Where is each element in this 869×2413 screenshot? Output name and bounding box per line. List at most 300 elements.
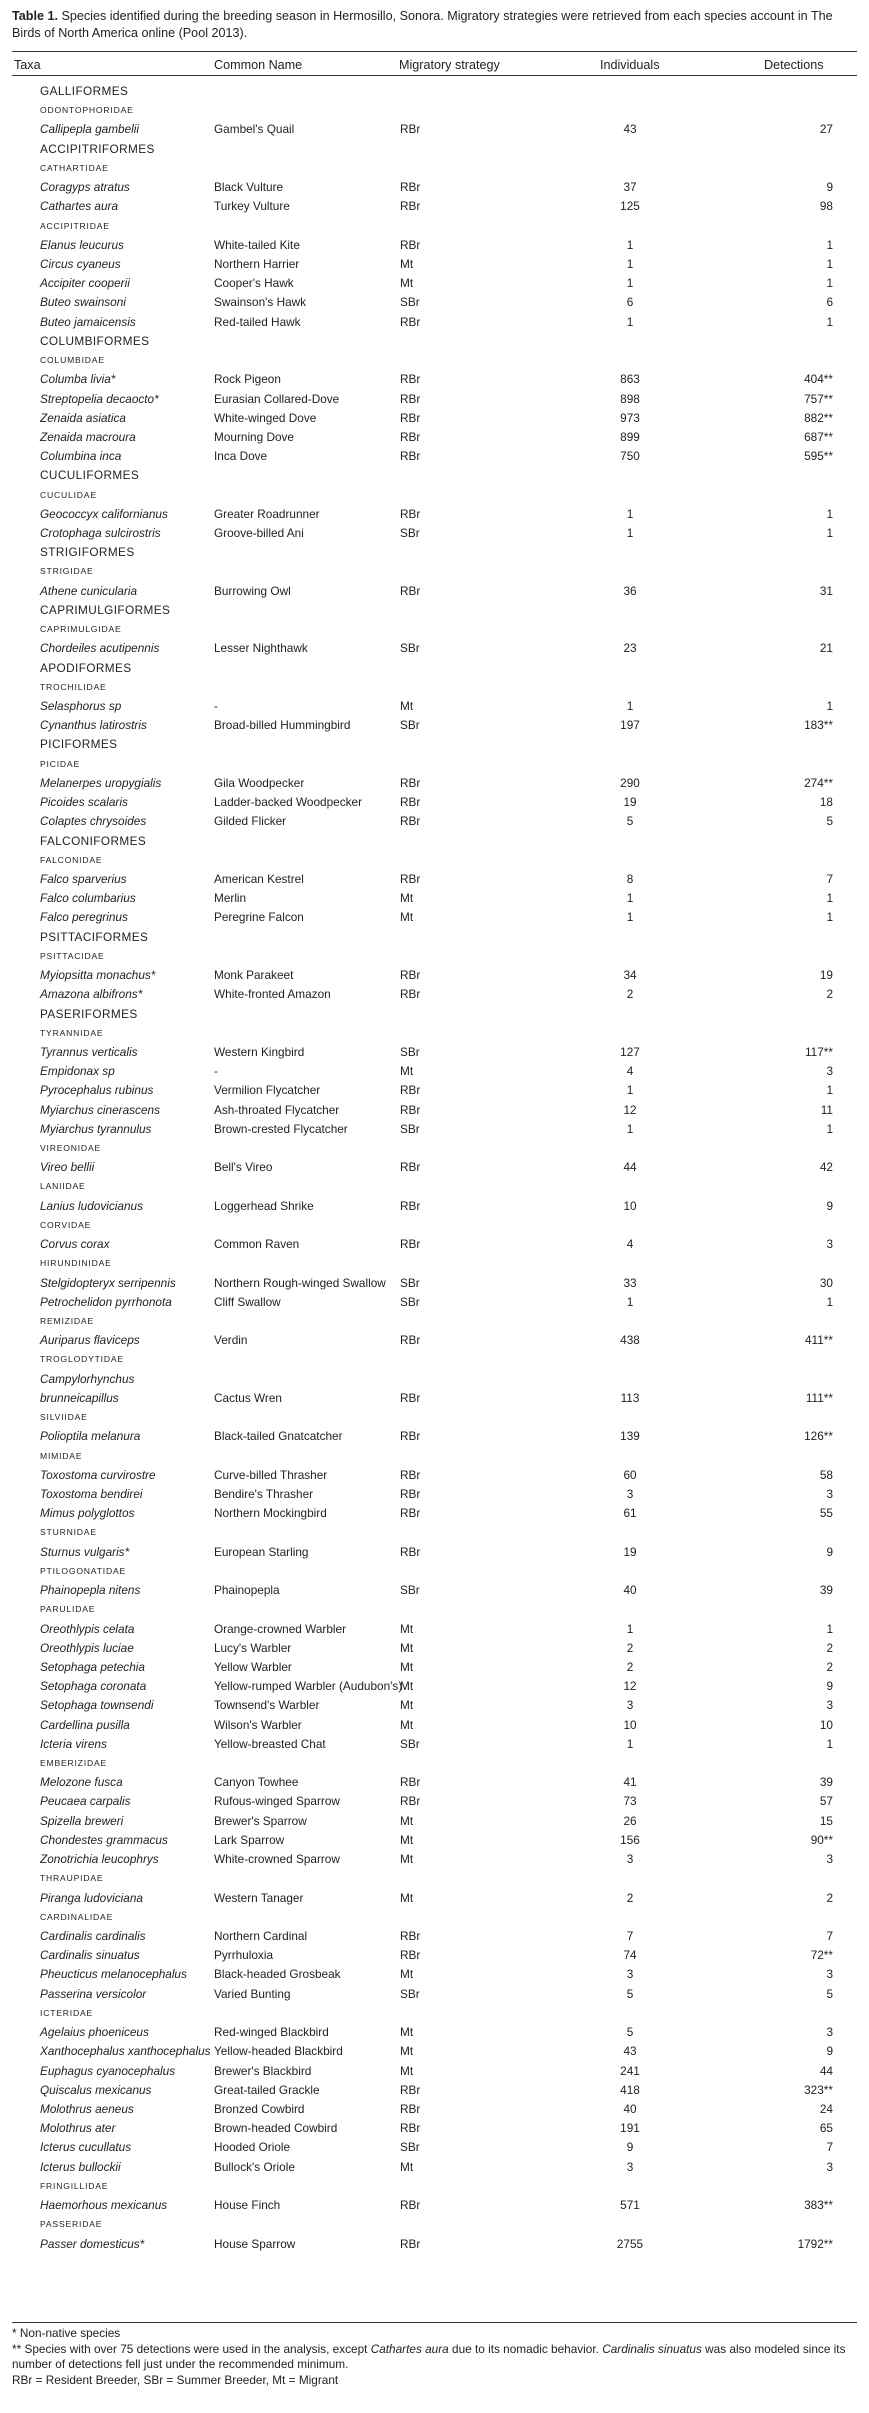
migratory-strategy-cell: Mt xyxy=(400,1717,414,1732)
taxa-cell: brunneicapillus xyxy=(40,1390,119,1405)
common-name-cell: Swainson's Hawk xyxy=(214,295,307,310)
detections-cell: 24 xyxy=(819,2101,833,2116)
migratory-strategy-cell: Mt xyxy=(400,1890,414,1905)
taxa-cell: PSITTACIDAE xyxy=(40,950,105,961)
detections-cell: 98 xyxy=(819,199,833,214)
individuals-cell: 3 xyxy=(626,1967,634,1982)
species-row xyxy=(0,2194,869,2213)
taxa-cell: Stelgidopteryx serripennis xyxy=(40,1275,176,1290)
detections-cell: 44 xyxy=(819,2063,833,2078)
taxa-cell: Spizella breweri xyxy=(40,1813,124,1828)
detections-cell: 117** xyxy=(805,1044,833,1059)
order-row xyxy=(0,830,869,849)
taxa-cell: Streptopelia decaocto* xyxy=(40,391,159,406)
individuals-cell: 1 xyxy=(626,1083,634,1098)
taxa-cell: Corvus corax xyxy=(40,1237,110,1252)
migratory-strategy-cell: RBr xyxy=(400,795,421,810)
species-row xyxy=(0,1810,869,1829)
species-row xyxy=(0,1060,869,1079)
individuals-cell: 2 xyxy=(626,1659,634,1674)
common-name-cell: Gambel's Quail xyxy=(214,122,295,137)
detections-cell: 1 xyxy=(826,1736,833,1751)
individuals-cell: 36 xyxy=(623,583,637,598)
common-name-cell: Ladder-backed Woodpecker xyxy=(214,795,362,810)
individuals-cell: 2755 xyxy=(616,2236,644,2251)
individuals-cell: 1 xyxy=(626,1621,634,1636)
migratory-strategy-cell: SBr xyxy=(400,641,420,656)
order-row xyxy=(0,599,869,618)
individuals-cell: 750 xyxy=(620,449,640,464)
individuals-cell: 241 xyxy=(620,2063,640,2078)
migratory-strategy-cell: RBr xyxy=(400,449,421,464)
migratory-strategy-cell: RBr xyxy=(400,180,421,195)
family-row xyxy=(0,157,869,176)
common-name-cell: Inca Dove xyxy=(214,449,268,464)
taxa-cell: Myiarchus tyrannulus xyxy=(40,1121,152,1136)
detections-cell: 274** xyxy=(804,775,833,790)
taxa-cell: Vireo bellii xyxy=(40,1160,95,1175)
species-row xyxy=(0,1118,869,1137)
migratory-strategy-cell: RBr xyxy=(400,199,421,214)
migratory-strategy-cell: Mt xyxy=(400,1640,414,1655)
detections-cell: 9 xyxy=(826,1679,833,1694)
taxa-cell: Chondestes grammacus xyxy=(40,1832,168,1847)
order-row xyxy=(0,1003,869,1022)
common-name-cell: Brown-crested Flycatcher xyxy=(214,1121,348,1136)
common-name-cell: Gilded Flicker xyxy=(214,814,287,829)
taxa-cell: COLUMBIFORMES xyxy=(40,333,150,348)
common-name-cell: Monk Parakeet xyxy=(214,968,294,983)
detections-cell: 1 xyxy=(826,276,833,291)
detections-cell: 595** xyxy=(804,449,833,464)
common-name-cell: Yellow-breasted Chat xyxy=(214,1736,326,1751)
species-row xyxy=(0,118,869,137)
common-name-cell: Brewer's Sparrow xyxy=(214,1813,307,1828)
detections-cell: 90** xyxy=(810,1832,833,1847)
family-row xyxy=(0,618,869,637)
family-row xyxy=(0,1137,869,1156)
taxa-cell: FALCONIFORMES xyxy=(40,833,147,848)
migratory-strategy-cell: RBr xyxy=(400,1083,421,1098)
species-row xyxy=(0,1156,869,1175)
species-row xyxy=(0,1637,869,1656)
taxa-cell: Crotophaga sulcirostris xyxy=(40,526,161,541)
order-row xyxy=(0,138,869,157)
detections-cell: 1 xyxy=(826,506,833,521)
detections-cell: 31 xyxy=(819,583,833,598)
individuals-cell: 5 xyxy=(626,814,634,829)
taxa-cell: Picoides scalaris xyxy=(40,795,128,810)
species-row xyxy=(0,291,869,310)
species-row xyxy=(0,1368,869,1387)
species-row xyxy=(0,1329,869,1348)
detections-cell: 9 xyxy=(826,1544,833,1559)
individuals-cell: 3 xyxy=(626,1698,634,1713)
species-row xyxy=(0,868,869,887)
common-name-cell: Lesser Nighthawk xyxy=(214,641,308,656)
taxa-cell: THRAUPIDAE xyxy=(40,1873,104,1884)
common-name-cell: Brewer's Blackbird xyxy=(214,2063,312,2078)
migratory-strategy-cell: RBr xyxy=(400,410,421,425)
species-row xyxy=(0,2117,869,2136)
header-common-name: Common Name xyxy=(214,58,303,72)
migratory-strategy-cell: RBr xyxy=(400,1429,421,1444)
taxa-cell: FRINGILLIDAE xyxy=(40,2180,109,2191)
individuals-cell: 863 xyxy=(620,372,640,387)
individuals-cell: 12 xyxy=(623,1679,637,1694)
migratory-strategy-cell: RBr xyxy=(400,871,421,886)
common-name-cell: Orange-crowned Warbler xyxy=(214,1621,347,1636)
detections-cell: 3 xyxy=(826,2025,833,2040)
detections-cell: 21 xyxy=(819,641,833,656)
migratory-strategy-cell: Mt xyxy=(400,1621,414,1636)
species-row xyxy=(0,1579,869,1598)
taxa-cell: TYRANNIDAE xyxy=(40,1027,104,1038)
footnote-detections: ** Species with over 75 detections were used in the analysis, except Cathartes aura due to its nomadic behavior. Cardinalis sinuatus was also modeled since its number of detections fell just under the recommended minimum. xyxy=(12,2341,846,2371)
migratory-strategy-cell: Mt xyxy=(400,699,414,713)
taxa-cell: EMBERIZIDAE xyxy=(40,1758,108,1769)
species-row xyxy=(0,1983,869,2002)
migratory-strategy-cell: RBr xyxy=(400,1948,421,1963)
migratory-strategy-cell: RBr xyxy=(400,1198,421,1213)
detections-cell: 1 xyxy=(826,1121,833,1136)
taxa-cell: Colaptes chrysoides xyxy=(40,814,147,829)
taxa-cell: Tyrannus verticalis xyxy=(40,1044,138,1059)
individuals-cell: 1 xyxy=(626,699,634,713)
taxa-cell: CUCULIFORMES xyxy=(40,468,140,483)
migratory-strategy-cell: Mt xyxy=(400,1813,414,1828)
taxa-cell: Zenaida asiatica xyxy=(40,410,126,425)
individuals-cell: 12 xyxy=(623,1102,637,1117)
migratory-strategy-cell: RBr xyxy=(400,1237,421,1252)
individuals-cell: 3 xyxy=(626,2159,634,2174)
taxa-cell: Passerina versicolor xyxy=(40,1986,147,2001)
footnote-non-native: * Non-native species xyxy=(12,2326,121,2340)
common-name-cell: Townsend's Warbler xyxy=(214,1698,320,1713)
taxa-cell: PICIFORMES xyxy=(40,737,118,752)
individuals-cell: 73 xyxy=(623,1794,637,1809)
taxa-cell: Campylorhynchus xyxy=(40,1371,135,1386)
individuals-cell: 3 xyxy=(626,1486,634,1501)
detections-cell: 3 xyxy=(826,1064,833,1079)
detections-cell: 1 xyxy=(826,1621,833,1636)
taxa-cell: Cardellina pusilla xyxy=(40,1717,130,1732)
order-row xyxy=(0,733,869,752)
common-name-cell: Black-tailed Gnatcatcher xyxy=(214,1429,343,1444)
family-row xyxy=(0,1867,869,1886)
species-row xyxy=(0,1848,869,1867)
taxa-cell: Oreothlypis luciae xyxy=(40,1640,134,1655)
individuals-cell: 1 xyxy=(626,237,634,252)
migratory-strategy-cell: RBr xyxy=(400,314,421,329)
species-row xyxy=(0,368,869,387)
detections-cell: 1 xyxy=(826,1083,833,1098)
taxa-cell: VIREONIDAE xyxy=(40,1143,102,1154)
common-name-cell: White-winged Dove xyxy=(214,410,317,425)
detections-cell: 3 xyxy=(826,1852,833,1867)
caption-text: Species identified during the breeding season in Hermosillo, Sonora. Migratory strategies were retrieved from each species account in The Birds of North America online (Pool 2013). xyxy=(12,9,833,40)
taxa-cell: Piranga ludoviciana xyxy=(40,1890,143,1905)
species-row xyxy=(0,1963,869,1982)
common-name-cell: Great-tailed Grackle xyxy=(214,2082,320,2097)
family-row xyxy=(0,1348,869,1367)
detections-cell: 58 xyxy=(819,1467,833,1482)
migratory-strategy-cell: RBr xyxy=(400,1160,421,1175)
species-row xyxy=(0,1541,869,1560)
migratory-strategy-cell: Mt xyxy=(400,2063,414,2078)
individuals-cell: 33 xyxy=(623,1275,637,1290)
species-row xyxy=(0,1887,869,1906)
species-row xyxy=(0,1675,869,1694)
migratory-strategy-cell: SBr xyxy=(400,1736,420,1751)
species-row xyxy=(0,1790,869,1809)
taxa-cell: Zenaida macroura xyxy=(40,429,136,444)
common-name-cell: Eurasian Collared-Dove xyxy=(214,391,340,406)
header-migratory-strategy: Migratory strategy xyxy=(399,58,500,72)
taxa-cell: Toxostoma curvirostre xyxy=(40,1467,156,1482)
common-name-cell: Bronzed Cowbird xyxy=(214,2101,305,2116)
individuals-cell: 43 xyxy=(623,122,637,137)
taxa-cell: Columbina inca xyxy=(40,449,122,464)
common-name-cell: Yellow-rumped Warbler (Audubon's) xyxy=(214,1679,403,1694)
taxa-cell: Pheucticus melanocephalus xyxy=(40,1967,187,1982)
common-name-cell: Red-tailed Hawk xyxy=(214,314,301,329)
family-row xyxy=(0,849,869,868)
taxa-cell: Zonotrichia leucophrys xyxy=(40,1852,159,1867)
species-row xyxy=(0,176,869,195)
detections-cell: 10 xyxy=(819,1717,833,1732)
table-top-rule xyxy=(12,51,857,52)
taxa-cell: Cardinalis sinuatus xyxy=(40,1948,140,1963)
common-name-cell: Cliff Swallow xyxy=(214,1294,281,1309)
species-row xyxy=(0,2021,869,2040)
table-footnotes xyxy=(12,2326,857,2388)
taxa-cell: Cathartes aura xyxy=(40,199,119,214)
taxa-cell: Icterus bullockii xyxy=(40,2159,121,2174)
individuals-cell: 1 xyxy=(626,276,634,291)
common-name-cell: Rufous-winged Sparrow xyxy=(214,1794,340,1809)
detections-cell: 9 xyxy=(826,1198,833,1213)
taxa-cell: Callipepla gambelii xyxy=(40,122,140,137)
taxa-cell: Coragyps atratus xyxy=(40,180,130,195)
taxa-cell: Myiopsitta monachus* xyxy=(40,968,156,983)
migratory-strategy-cell: SBr xyxy=(400,526,420,541)
detections-cell: 7 xyxy=(826,2140,833,2155)
family-row xyxy=(0,1906,869,1925)
taxa-cell: Melozone fusca xyxy=(40,1775,123,1790)
individuals-cell: 74 xyxy=(623,1948,637,1963)
migratory-strategy-cell: SBr xyxy=(400,1294,420,1309)
common-name-cell: Northern Rough-winged Swallow xyxy=(214,1275,386,1290)
order-row xyxy=(0,330,869,349)
common-name-cell: Peregrine Falcon xyxy=(214,910,304,925)
individuals-cell: 5 xyxy=(626,1986,634,2001)
individuals-cell: 10 xyxy=(623,1717,637,1732)
common-name-cell: Western Tanager xyxy=(214,1890,304,1905)
species-row xyxy=(0,1425,869,1444)
common-name-cell: Burrowing Owl xyxy=(214,583,291,598)
species-row xyxy=(0,2040,869,2059)
detections-cell: 30 xyxy=(819,1275,833,1290)
species-row xyxy=(0,810,869,829)
detections-cell: 3 xyxy=(826,2159,833,2174)
taxa-cell: Buteo jamaicensis xyxy=(40,314,136,329)
common-name-cell: Curve-billed Thrasher xyxy=(214,1467,328,1482)
detections-cell: 1 xyxy=(826,891,833,906)
individuals-cell: 1 xyxy=(626,526,634,541)
taxa-cell: CAPRIMULGIFORMES xyxy=(40,602,171,617)
individuals-cell: 113 xyxy=(620,1390,640,1405)
common-name-cell: Northern Cardinal xyxy=(214,1929,308,1943)
taxa-cell: Setophaga coronata xyxy=(40,1679,147,1694)
common-name-cell: Black-headed Grosbeak xyxy=(214,1967,341,1982)
family-row xyxy=(0,349,869,368)
migratory-strategy-cell: RBr xyxy=(400,814,421,829)
migratory-strategy-cell: RBr xyxy=(400,429,421,444)
taxa-cell: PARULIDAE xyxy=(40,1604,96,1615)
species-row xyxy=(0,407,869,426)
migratory-strategy-cell: RBr xyxy=(400,1486,421,1501)
species-row xyxy=(0,1079,869,1098)
taxa-cell: TROGLODYTIDAE xyxy=(40,1354,124,1365)
common-name-cell: - xyxy=(214,699,218,713)
detections-cell: 18 xyxy=(819,795,833,810)
migratory-strategy-cell: RBr xyxy=(400,987,421,1002)
migratory-strategy-cell: RBr xyxy=(400,775,421,790)
migratory-strategy-cell: RBr xyxy=(400,968,421,983)
species-row xyxy=(0,503,869,522)
individuals-cell: 2 xyxy=(626,987,634,1002)
family-row xyxy=(0,1310,869,1329)
common-name-cell: Groove-billed Ani xyxy=(214,526,304,541)
detections-cell: 72** xyxy=(810,1948,833,1963)
species-row xyxy=(0,388,869,407)
detections-cell: 757** xyxy=(804,391,833,406)
taxa-cell: Sturnus vulgaris* xyxy=(40,1544,130,1559)
migratory-strategy-cell: Mt xyxy=(400,1659,414,1674)
detections-cell: 42 xyxy=(819,1160,833,1175)
individuals-cell: 5 xyxy=(626,2025,634,2040)
taxa-cell: Molothrus ater xyxy=(40,2121,116,2136)
taxa-cell: Icteria virens xyxy=(40,1736,107,1751)
taxa-cell: HIRUNDINIDAE xyxy=(40,1258,112,1269)
taxa-cell: Cynanthus latirostris xyxy=(40,718,147,733)
taxa-cell: LANIIDAE xyxy=(40,1181,86,1192)
table-bottom-rule xyxy=(12,2322,857,2323)
taxa-cell: STRIGIDAE xyxy=(40,566,94,577)
taxa-cell: Polioptila melanura xyxy=(40,1429,141,1444)
individuals-cell: 127 xyxy=(620,1044,640,1059)
migratory-strategy-cell: RBr xyxy=(400,1506,421,1521)
migratory-strategy-cell: RBr xyxy=(400,506,421,521)
taxa-cell: Petrochelidon pyrrhonota xyxy=(40,1294,172,1309)
migratory-strategy-cell: Mt xyxy=(400,1064,414,1079)
family-row xyxy=(0,1521,869,1540)
species-row xyxy=(0,772,869,791)
taxa-cell: Agelaius phoeniceus xyxy=(40,2025,149,2040)
species-table xyxy=(0,80,869,2252)
common-name-cell: - xyxy=(214,1064,218,1079)
common-name-cell: Greater Roadrunner xyxy=(214,506,320,521)
individuals-cell: 60 xyxy=(623,1467,637,1482)
taxa-cell: Geococcyx californianus xyxy=(40,506,168,521)
migratory-strategy-cell: SBr xyxy=(400,1044,420,1059)
migratory-strategy-cell: RBr xyxy=(400,583,421,598)
species-row xyxy=(0,2136,869,2155)
taxa-cell: SILVIIDAE xyxy=(40,1412,88,1423)
species-row xyxy=(0,253,869,272)
common-name-cell: House Finch xyxy=(214,2198,281,2213)
taxa-cell: Pyrocephalus rubinus xyxy=(40,1083,154,1098)
individuals-cell: 6 xyxy=(626,295,634,310)
taxa-cell: Xanthocephalus xanthocephalus xyxy=(40,2044,211,2059)
taxa-cell: COLUMBIDAE xyxy=(40,355,105,366)
individuals-cell: 37 xyxy=(623,180,637,195)
individuals-cell: 1 xyxy=(626,910,634,925)
detections-cell: 183** xyxy=(804,718,833,733)
taxa-cell: CATHARTIDAE xyxy=(40,162,109,173)
migratory-strategy-cell: Mt xyxy=(400,891,414,906)
common-name-cell: Yellow-headed Blackbird xyxy=(214,2044,343,2059)
migratory-strategy-cell: SBr xyxy=(400,1121,420,1136)
taxa-cell: Peucaea carpalis xyxy=(40,1794,131,1809)
detections-cell: 65 xyxy=(819,2121,833,2136)
common-name-cell: Wilson's Warbler xyxy=(214,1717,302,1732)
species-row xyxy=(0,906,869,925)
detections-cell: 3 xyxy=(826,1486,833,1501)
order-row xyxy=(0,541,869,560)
family-row xyxy=(0,99,869,118)
detections-cell: 1 xyxy=(826,1294,833,1309)
taxa-cell: Toxostoma bendirei xyxy=(40,1486,143,1501)
species-row xyxy=(0,887,869,906)
species-row xyxy=(0,426,869,445)
migratory-strategy-cell: RBr xyxy=(400,1333,421,1348)
common-name-cell: Turkey Vulture xyxy=(214,199,290,214)
common-name-cell: Varied Bunting xyxy=(214,1986,291,2001)
detections-cell: 411** xyxy=(805,1333,833,1348)
species-row xyxy=(0,1714,869,1733)
species-row xyxy=(0,1656,869,1675)
family-row xyxy=(0,753,869,772)
detections-cell: 1 xyxy=(826,237,833,252)
taxa-cell: Empidonax sp xyxy=(40,1064,115,1079)
header-rule xyxy=(12,75,857,76)
species-row xyxy=(0,714,869,733)
common-name-cell: Broad-billed Hummingbird xyxy=(214,718,351,733)
species-row xyxy=(0,1272,869,1291)
detections-cell: 2 xyxy=(826,1659,833,1674)
detections-cell: 3 xyxy=(826,1967,833,1982)
species-row xyxy=(0,234,869,253)
common-name-cell: Northern Mockingbird xyxy=(214,1506,327,1521)
individuals-cell: 8 xyxy=(626,871,634,886)
order-row xyxy=(0,80,869,99)
family-row xyxy=(0,1214,869,1233)
common-name-cell: Bullock's Oriole xyxy=(214,2159,295,2174)
species-row xyxy=(0,1387,869,1406)
detections-cell: 9 xyxy=(826,180,833,195)
taxa-cell: Haemorhous mexicanus xyxy=(40,2198,168,2213)
detections-cell: 7 xyxy=(826,1929,833,1943)
detections-cell: 404** xyxy=(804,372,833,387)
detections-cell: 126** xyxy=(804,1429,833,1444)
individuals-cell: 40 xyxy=(623,1583,637,1598)
individuals-cell: 4 xyxy=(626,1064,634,1079)
taxa-cell: Amazona albifrons* xyxy=(40,987,143,1002)
common-name-cell: Brown-headed Cowbird xyxy=(214,2121,338,2136)
migratory-strategy-cell: RBr xyxy=(400,237,421,252)
